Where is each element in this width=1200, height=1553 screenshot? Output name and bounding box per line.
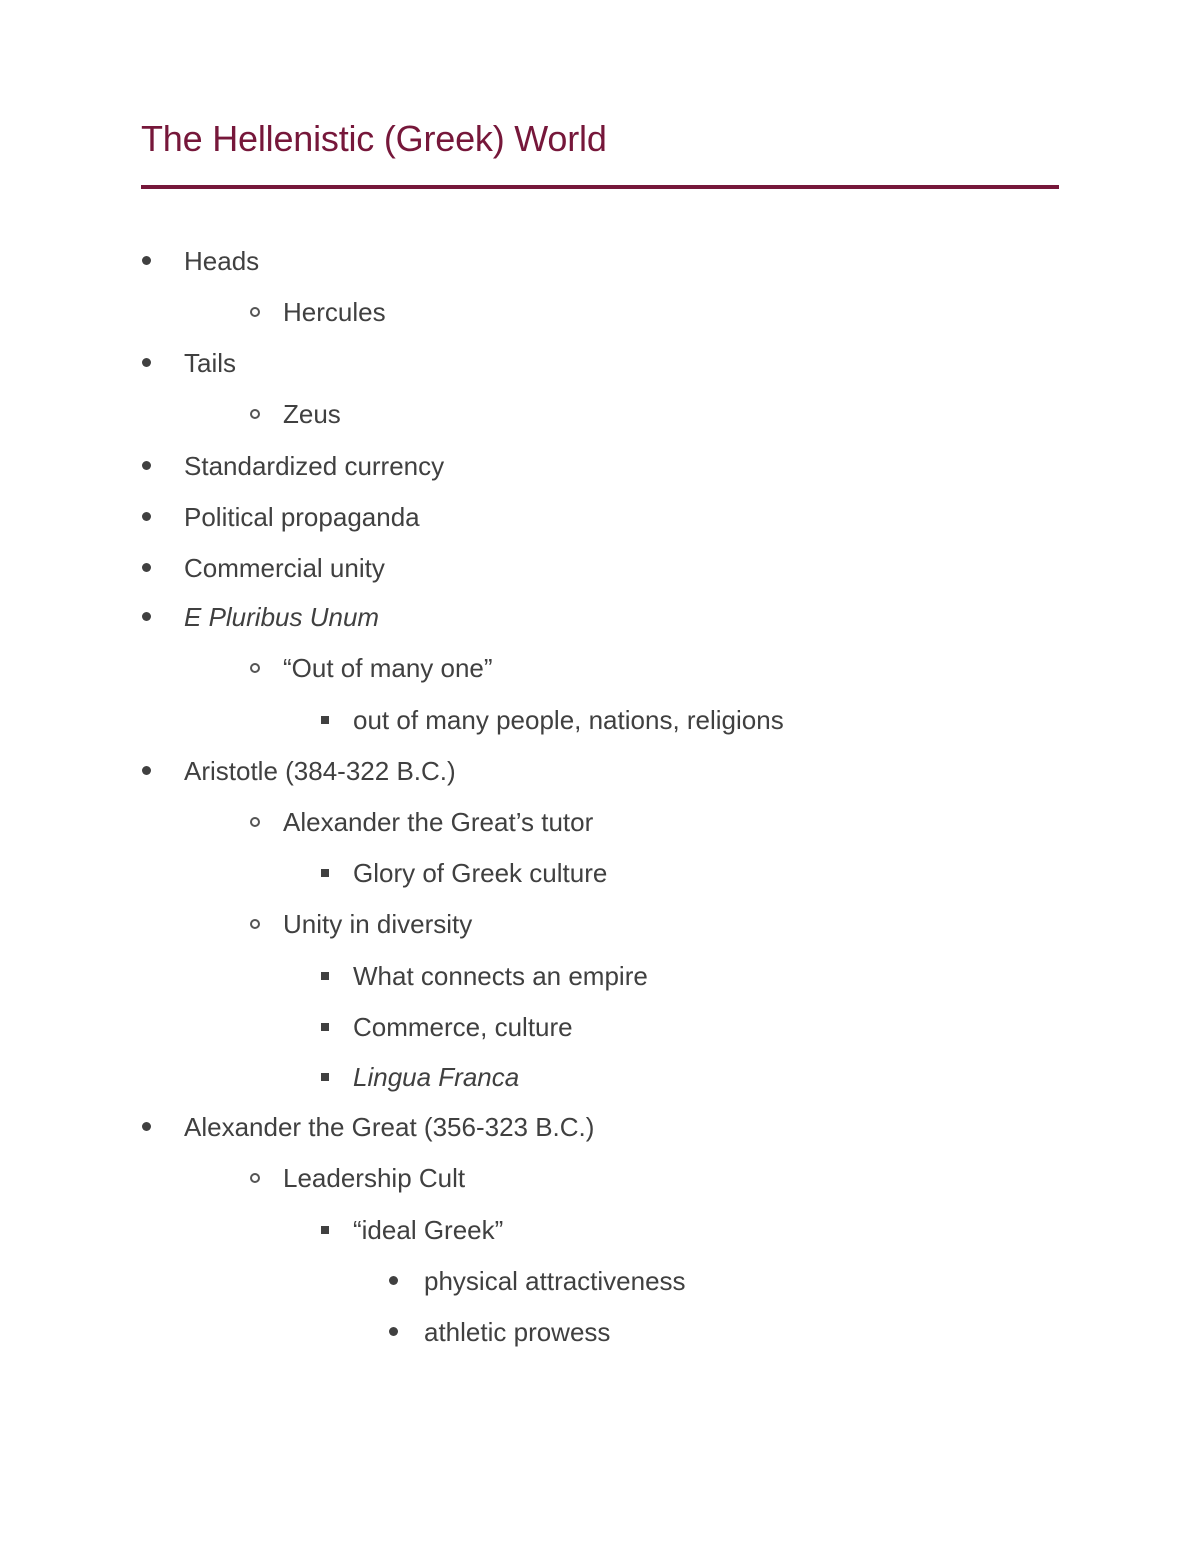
bullet-disc-icon xyxy=(142,461,151,470)
list-item-level-1: Alexander the Great (356-323 B.C.) xyxy=(184,1112,595,1142)
bullet-disc-icon xyxy=(142,256,151,265)
bullet-square-icon xyxy=(321,716,329,724)
bullet-circle-icon xyxy=(250,1173,260,1183)
list-item-level-1: Standardized currency xyxy=(184,451,445,481)
list-item-level-2: Hercules xyxy=(283,297,386,327)
bullet-circle-icon xyxy=(250,307,260,317)
list-item-level-3: Glory of Greek culture xyxy=(353,858,608,888)
list-item-level-3: “ideal Greek” xyxy=(353,1215,504,1245)
list-item-level-1: Tails xyxy=(184,348,237,378)
list-item-level-1: Commercial unity xyxy=(184,553,385,583)
document-title: The Hellenistic (Greek) World xyxy=(141,118,607,159)
list-item-level-2: Alexander the Great’s tutor xyxy=(283,807,594,837)
list-item-level-2: Zeus xyxy=(283,399,341,429)
bullet-square-icon xyxy=(321,1226,329,1234)
bullet-disc-icon xyxy=(142,358,151,367)
list-item-level-2: Leadership Cult xyxy=(283,1163,466,1193)
bullet-circle-icon xyxy=(250,919,260,929)
bullet-disc-icon xyxy=(142,512,151,521)
bullet-square-icon xyxy=(321,972,329,980)
title-underline xyxy=(141,185,1059,189)
bullet-square-icon xyxy=(321,1073,329,1081)
list-item-level-4: physical attractiveness xyxy=(424,1266,686,1296)
list-item-level-3: Lingua Franca xyxy=(353,1062,520,1092)
bullet-disc-icon xyxy=(142,563,151,572)
bullet-disc-icon xyxy=(142,612,151,621)
list-item-level-1: Political propaganda xyxy=(184,502,420,532)
list-item-level-3: Commerce, culture xyxy=(353,1012,573,1042)
bullet-circle-icon xyxy=(250,817,260,827)
list-item-level-1: Aristotle (384-322 B.C.) xyxy=(184,756,456,786)
list-item-level-3: out of many people, nations, religions xyxy=(353,705,784,735)
bullet-square-icon xyxy=(321,1023,329,1031)
bullet-square-icon xyxy=(321,869,329,877)
bullet-circle-icon xyxy=(250,409,260,419)
list-item-level-4: athletic prowess xyxy=(424,1317,611,1347)
bullet-disc-icon xyxy=(389,1327,398,1336)
list-item-level-2: “Out of many one” xyxy=(283,653,493,683)
list-item-level-2: Unity in diversity xyxy=(283,909,473,939)
list-item-level-1: Heads xyxy=(184,246,260,276)
bullet-disc-icon xyxy=(142,766,151,775)
list-item-level-3: What connects an empire xyxy=(353,961,648,991)
bullet-circle-icon xyxy=(250,663,260,673)
list-item-level-1: E Pluribus Unum xyxy=(184,602,380,632)
bullet-disc-icon xyxy=(142,1122,151,1131)
bullet-disc-icon xyxy=(389,1276,398,1285)
